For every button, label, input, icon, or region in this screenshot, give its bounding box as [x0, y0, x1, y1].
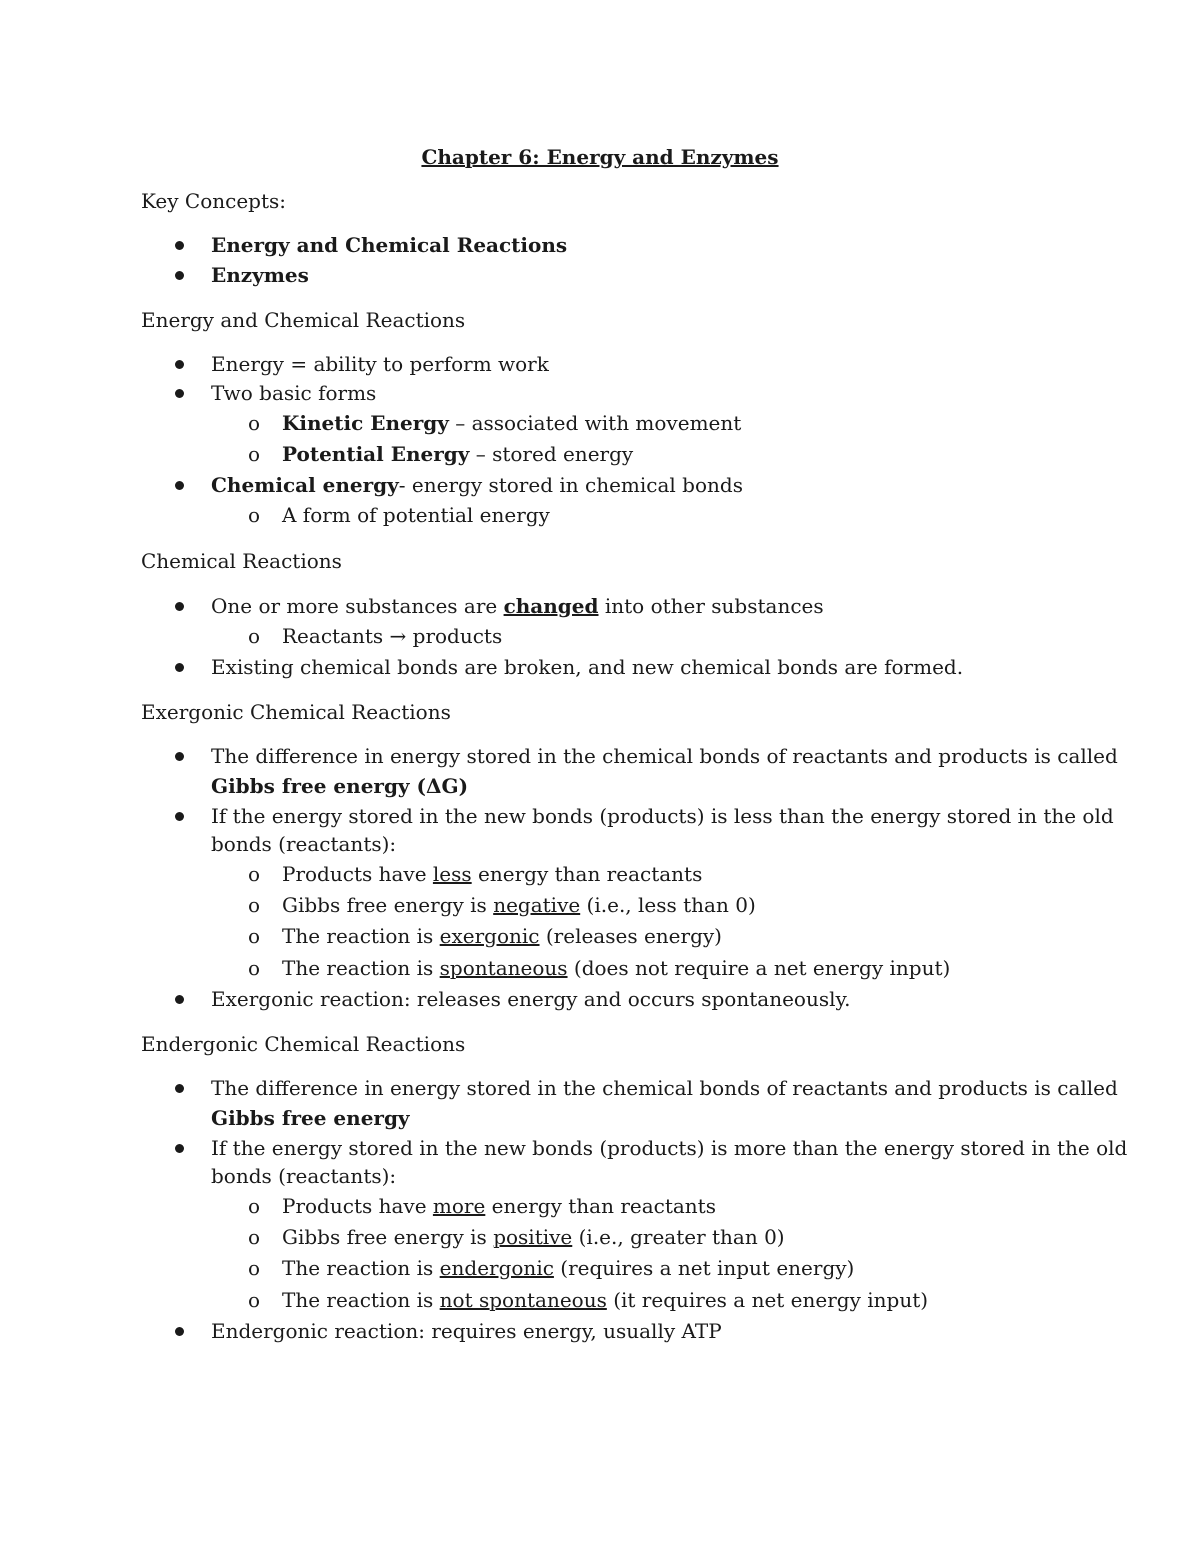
bullet-icon: [175, 602, 184, 611]
text-segment: energy than reactants: [471, 862, 703, 886]
list-item: [211, 378, 376, 408]
list-item: [211, 801, 1114, 831]
sub-list-item: [248, 439, 634, 469]
text-segment: Products have: [282, 1194, 433, 1218]
list-item: [211, 260, 309, 290]
text-segment: Gibbs free energy is: [282, 893, 494, 917]
page-title: Chapter 6: Energy and Enzymes: [421, 145, 779, 169]
sub-list-item: [248, 1222, 785, 1252]
list-item: [211, 349, 549, 379]
sub-bullet-icon: o: [248, 1256, 261, 1280]
sub-list-item: [248, 1253, 855, 1283]
key-concepts-heading: Key Concepts:: [141, 189, 286, 213]
definition: – stored energy: [469, 442, 634, 466]
text-segment: One or more substances are: [211, 594, 504, 618]
text-segment: The reaction is: [282, 956, 440, 980]
text-segment: The reaction is: [282, 1288, 440, 1312]
sub-list-item: [248, 953, 951, 983]
bullet-icon: [175, 241, 184, 250]
sub-bullet-icon: o: [248, 1288, 261, 1312]
sub-list-item: [248, 1191, 716, 1221]
key-term: changed: [503, 594, 599, 618]
sub-bullet-icon: o: [248, 893, 261, 917]
list-item-text: bonds (reactants):: [211, 1164, 397, 1188]
list-item: [211, 741, 1118, 771]
list-item-continuation: [211, 771, 468, 801]
list-item: [211, 470, 743, 500]
energy-section-heading: Energy and Chemical Reactions: [141, 308, 466, 332]
list-item-text: Reactants → products: [282, 624, 503, 648]
key-term: negative: [493, 893, 581, 917]
bullet-icon: [175, 1327, 184, 1336]
text-segment: Products have: [282, 862, 433, 886]
text-segment: Gibbs free energy is: [282, 1225, 494, 1249]
key-term: exergonic: [439, 924, 540, 948]
list-item-continuation: [211, 1161, 396, 1191]
term: Chemical energy: [211, 473, 399, 497]
list-item-text: The difference in energy stored in the chemical bonds of reactants and products is called: [211, 744, 1118, 768]
list-item-continuation: [211, 829, 396, 859]
text-segment: into other substances: [598, 594, 824, 618]
list-item: [211, 1316, 722, 1346]
sub-bullet-icon: o: [248, 1225, 261, 1249]
key-term: less: [432, 862, 472, 886]
sub-bullet-icon: o: [248, 1194, 261, 1218]
list-item-text: A form of potential energy: [282, 503, 550, 527]
list-item-continuation: [211, 1103, 410, 1133]
list-item: [211, 984, 851, 1014]
bullet-icon: [175, 812, 184, 821]
text-segment: The reaction is: [282, 1256, 440, 1280]
list-item: [211, 230, 567, 260]
list-item-text: Enzymes: [211, 263, 309, 287]
sub-bullet-icon: o: [248, 503, 261, 527]
text-segment: (i.e., less than 0): [580, 893, 756, 917]
bullet-icon: [175, 271, 184, 280]
list-item-text: If the energy stored in the new bonds (products) is more than the energy stored in the old: [211, 1136, 1128, 1160]
text-segment: The reaction is: [282, 924, 440, 948]
definition: - energy stored in chemical bonds: [398, 473, 743, 497]
list-item: [211, 1073, 1118, 1103]
sub-bullet-icon: o: [248, 624, 261, 648]
bullet-icon: [175, 360, 184, 369]
bullet-icon: [175, 663, 184, 672]
list-item-text: The difference in energy stored in the chemical bonds of reactants and products is called: [211, 1076, 1118, 1100]
term: Kinetic Energy: [282, 411, 449, 435]
list-item-text: If the energy stored in the new bonds (products) is less than the energy stored in the old: [211, 804, 1114, 828]
bullet-icon: [175, 995, 184, 1004]
text-segment: (does not require a net energy input): [567, 956, 951, 980]
bullet-icon: [175, 389, 184, 398]
list-item-text: Two basic forms: [211, 381, 377, 405]
sub-list-item: [248, 859, 703, 889]
list-item: [211, 652, 963, 682]
sub-bullet-icon: o: [248, 924, 261, 948]
text-segment: (it requires a net energy input): [606, 1288, 929, 1312]
key-term: more: [432, 1194, 486, 1218]
text-segment: (releases energy): [539, 924, 722, 948]
list-item-text: Energy and Chemical Reactions: [211, 233, 568, 257]
list-item-text: Existing chemical bonds are broken, and new chemical bonds are formed.: [211, 655, 964, 679]
endergonic-section-heading: Endergonic Chemical Reactions: [141, 1032, 466, 1056]
sub-bullet-icon: o: [248, 411, 261, 435]
bullet-icon: [175, 481, 184, 490]
key-term: endergonic: [439, 1256, 554, 1280]
bullet-icon: [175, 1144, 184, 1153]
bullet-icon: [175, 1084, 184, 1093]
text-segment: (i.e., greater than 0): [572, 1225, 785, 1249]
sub-list-item: [248, 1285, 929, 1315]
bullet-icon: [175, 752, 184, 761]
list-item-text: Endergonic reaction: requires energy, usually ATP: [211, 1319, 722, 1343]
term: Gibbs free energy (ΔG): [211, 774, 469, 798]
list-item-text: Energy = ability to perform work: [211, 352, 549, 376]
sub-list-item: [248, 621, 503, 651]
sub-list-item: [248, 408, 742, 438]
reactions-section-heading: Chemical Reactions: [141, 549, 342, 573]
key-term: spontaneous: [439, 956, 568, 980]
list-item: [211, 591, 824, 621]
term: Potential Energy: [282, 442, 470, 466]
definition: – associated with movement: [448, 411, 742, 435]
term: Gibbs free energy: [211, 1106, 410, 1130]
sub-list-item: [248, 890, 756, 920]
text-segment: (requires a net input energy): [553, 1256, 855, 1280]
key-term: positive: [493, 1225, 573, 1249]
sub-list-item: [248, 500, 550, 530]
sub-bullet-icon: o: [248, 442, 261, 466]
key-term: not spontaneous: [439, 1288, 607, 1312]
list-item-text: Exergonic reaction: releases energy and occurs spontaneously.: [211, 987, 851, 1011]
sub-bullet-icon: o: [248, 862, 261, 886]
sub-bullet-icon: o: [248, 956, 261, 980]
exergonic-section-heading: Exergonic Chemical Reactions: [141, 700, 451, 724]
list-item: [211, 1133, 1127, 1163]
sub-list-item: [248, 921, 722, 951]
text-segment: energy than reactants: [485, 1194, 716, 1218]
list-item-text: bonds (reactants):: [211, 832, 397, 856]
